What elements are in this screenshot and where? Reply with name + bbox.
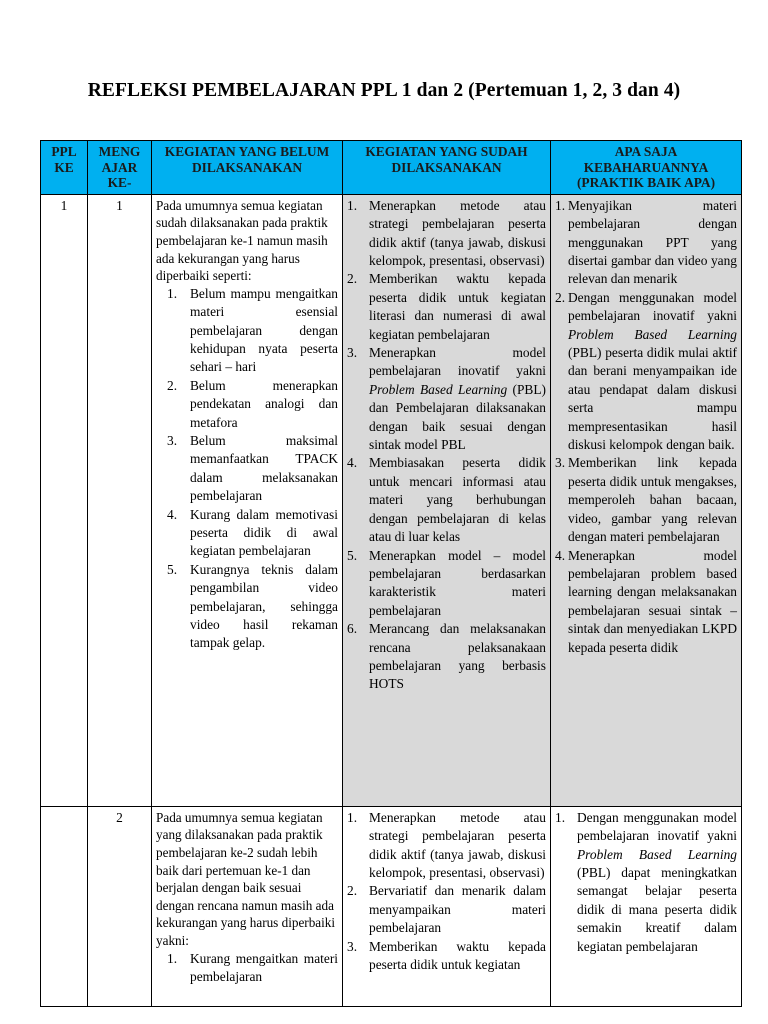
list-item-text: Memberikan waktu kepada peserta didik untuk kegiatan [369, 938, 546, 973]
list-item-text: Dengan menggunakan model pembelajaran inovatif yakni Problem Based Learning (PBL) dapat meningkatkan semangat belajar peserta didik di mana peserta didik semakin kreatif dalam kegiatan pembelajaran [577, 809, 737, 954]
belum-list [167, 285, 338, 653]
list-number: 1. [347, 809, 358, 825]
list-item-text: Belum maksimal memanfaatkan TPACK dalam melaksanakan pembelajaran [190, 433, 338, 504]
list-number: 1. [167, 285, 178, 301]
list-number: 5. [347, 547, 358, 563]
cell-ppl: 1 [41, 194, 88, 806]
list-item-text: Belum mampu mengaitkan materi esensial pembelajaran dengan kehidupan nyata peserta sehari – hari [190, 285, 338, 375]
list-item-text: Menerapkan model – model pembelajaran berdasarkan karakteristik materi pembelajaran [369, 547, 546, 618]
list-item-text: Bervariatif dan menarik dalam menyampaikan materi pembelajaran [369, 883, 546, 936]
cell-kebaharuan [551, 806, 742, 1006]
list-number: 3. [555, 455, 566, 471]
list-item [347, 938, 546, 975]
list-item [555, 809, 737, 956]
cell-sudah [343, 194, 551, 806]
list-item [347, 344, 546, 454]
header-sudah: KEGIATAN YANG SUDAH DILAKSANAKAN [343, 141, 551, 195]
list-number: 2. [347, 883, 358, 899]
list-number: 1. [347, 197, 358, 213]
list-number: 3. [167, 433, 178, 448]
belum-intro: Pada umumnya semua kegiatan sudah dilaksanakan pada praktik pembelajaran ke-1 namun masih ada kekurangan yang harus diperbaiki seperti: [156, 197, 328, 284]
list-number: 2. [167, 377, 178, 393]
list-item [347, 270, 546, 344]
kebaharuan-list [555, 809, 737, 956]
list-item-text: Kurangnya teknis dalam pengambilan video pembelajaran, sehingga video hasil rekaman tampak gelap. [190, 561, 338, 651]
list-item-text: Menerapkan metode atau strategi pembelajaran peserta didik aktif (tanya jawab, diskusi kelompok, presentasi, observasi) [369, 197, 546, 268]
kebaharuan-list [555, 197, 737, 657]
list-item-text: Belum menerapkan pendekatan analogi dan metafora [190, 377, 338, 430]
header-mengajar: MENG AJAR KE- [88, 141, 152, 195]
list-item-text: Membiasakan peserta didik untuk mencari informasi atau materi yang berhubungan dengan pembelajaran di kelas atau di luar kelas [369, 455, 546, 545]
list-item [347, 620, 546, 694]
list-item [347, 197, 546, 271]
table-row [41, 806, 742, 1006]
list-item [555, 289, 737, 455]
list-item [167, 950, 338, 987]
list-number: 4. [347, 455, 358, 471]
cell-ppl [41, 806, 88, 1006]
list-item [555, 547, 737, 657]
list-item-text: Memberikan link kepada peserta didik untuk mengakses, memperoleh bahan bacaan, video, gambar yang relevan dengan materi pembelajaran [568, 455, 737, 545]
list-item-text: Menerapkan model pembelajaran problem based learning dengan melaksanakan pembelajaran sesuai sintak – sintak dan menyediakan LKPD kepada peserta didik [568, 547, 737, 655]
list-number: 5. [167, 561, 178, 577]
list-item [167, 377, 338, 432]
list-item [167, 506, 338, 561]
list-number: 3. [347, 938, 358, 954]
list-number: 4. [167, 506, 178, 522]
sudah-list [347, 809, 546, 975]
list-number: 6. [347, 621, 358, 637]
list-item [555, 197, 737, 289]
reflection-table [40, 140, 742, 1007]
list-item-text: Memberikan waktu kepada peserta didik untuk kegiatan literasi dan numerasi di awal kegiatan pembelajaran [369, 271, 546, 342]
list-item-text: Dengan menggunakan model pembelajaran inovatif yakni Problem Based Learning (PBL) peserta didik mulai aktif dan berani menyampaikan ide atau pendapat dalam diskusi serta mampu mempresentasikan hasil diskusi kelompok dengan baik. [568, 289, 737, 453]
cell-mengajar: 1 [88, 194, 152, 806]
header-ppl: PPL KE [41, 141, 88, 195]
list-number: 2. [555, 289, 566, 305]
list-item [167, 561, 338, 653]
list-item-text: Menerapkan metode atau strategi pembelajaran peserta didik aktif (tanya jawab, diskusi kelompok, presentasi, observasi) [369, 809, 546, 880]
header-belum: KEGIATAN YANG BELUM DILAKSANAKAN [152, 141, 343, 195]
list-item [347, 809, 546, 883]
cell-belum [152, 806, 343, 1006]
belum-list [167, 950, 338, 987]
sudah-list [347, 197, 546, 694]
table-header-row [41, 141, 742, 195]
list-item-text: Merancang dan melaksanakan rencana pelaksanakaan pembelajaran yang berbasis HOTS [369, 621, 546, 692]
list-item [555, 454, 737, 546]
cell-kebaharuan [551, 194, 742, 806]
list-item-text: Menerapkan model pembelajaran inovatif yakni Problem Based Learning (PBL) dan Pembelajaran dilaksanakan dengan baik sesuai dengan sintak model PBL [369, 345, 546, 453]
cell-belum [152, 194, 343, 806]
table-row [41, 194, 742, 806]
list-item [347, 882, 546, 937]
list-item-text: Kurang mengaitkan materi pembelajaran [190, 950, 338, 984]
page-title: REFLEKSI PEMBELAJARAN PPL 1 dan 2 (Pertemuan 1, 2, 3 dan 4) [87, 80, 681, 101]
list-item [347, 454, 546, 546]
list-number: 4. [555, 547, 566, 563]
list-number: 1. [555, 809, 566, 825]
belum-intro: Pada umumnya semua kegiatan yang dilaksanakan pada praktik pembelajaran ke-2 sudah lebih baik dari pertemuan ke-1 dan berjalan dengan baik sesuai dengan rencana namun masih ada kekurangan yang harus diperbaiki yakni: [156, 809, 336, 948]
list-number: 1. [167, 950, 178, 966]
list-item [167, 432, 338, 506]
list-number: 2. [347, 271, 358, 287]
list-item [167, 285, 338, 377]
list-item-text: Menyajikan materi pembelajaran dengan menggunakan PPT yang disertai gambar dan video yang relevan dan menarik [568, 197, 737, 287]
list-number: 1. [555, 197, 566, 213]
cell-mengajar: 2 [88, 806, 152, 1006]
list-item-text: Kurang dalam memotivasi peserta didik di awal kegiatan pembelajaran [190, 506, 338, 559]
list-item [347, 547, 546, 621]
list-number: 3. [347, 345, 358, 361]
cell-sudah [343, 806, 551, 1006]
header-kebaharuan: APA SAJA KEBAHARUANNYA (PRAKTIK BAIK APA) [551, 141, 742, 195]
